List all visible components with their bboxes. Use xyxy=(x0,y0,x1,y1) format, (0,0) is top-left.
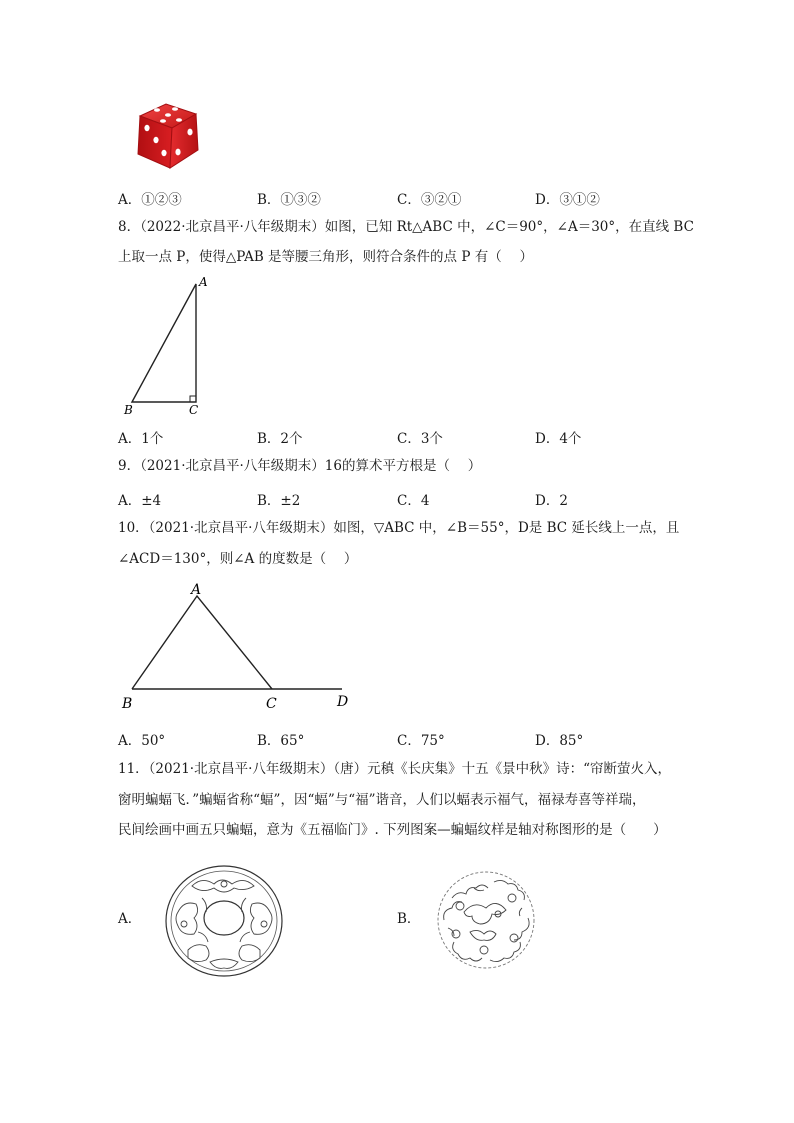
q10-option-a[interactable]: A．50° xyxy=(118,733,166,749)
q10-options xyxy=(118,729,678,747)
q10-label-c: C xyxy=(266,696,277,712)
q7-options xyxy=(118,188,678,206)
q8-options xyxy=(118,427,678,445)
q10-option-c[interactable]: C．75° xyxy=(397,733,445,749)
q8-label-c: C xyxy=(189,403,199,417)
q10-label-b: B xyxy=(122,696,133,712)
q9-option-c[interactable]: C．4 xyxy=(397,493,430,509)
q8-option-d[interactable]: D．4个 xyxy=(535,431,582,447)
dice-image xyxy=(132,100,204,172)
q9-options xyxy=(118,489,678,507)
q8-option-a[interactable]: A．1个 xyxy=(118,431,164,447)
q9-option-b[interactable]: B．±2 xyxy=(257,493,301,509)
q9-option-d[interactable]: D．2 xyxy=(535,493,568,509)
bat-cloud-pattern-icon xyxy=(434,868,538,972)
q9-text-line1: 9．（2021·北京昌平·八年级期末）16的算术平方根是（ ） xyxy=(118,458,482,474)
q11-option-a-label[interactable]: A． xyxy=(118,911,142,927)
q8-text-line1: 8．（2022·北京昌平·八年级期末）如图，已知 Rt△ABC 中，∠C＝90°，∠A＝30°，在直线 BC xyxy=(118,219,694,235)
bat-pattern-a-image[interactable] xyxy=(162,862,286,980)
q8-figure xyxy=(118,274,228,420)
q7-option-a[interactable]: A．①②③ xyxy=(118,192,182,208)
q10-label-d: D xyxy=(337,694,349,710)
q10-label-a: A xyxy=(191,582,202,598)
q10-figure xyxy=(118,578,358,714)
red-dice-icon xyxy=(132,100,204,172)
q11-option-b-label[interactable]: B． xyxy=(397,911,421,927)
q7-option-d[interactable]: D．③①② xyxy=(535,192,600,208)
q11-text-line3: 民间绘画中画五只蝙蝠，意为《五福临门》. 下列图案—蝙蝠纹样是轴对称图形的是（ ） xyxy=(118,822,667,838)
q8-text-line2: 上取一点 P，使得△PAB 是等腰三角形，则符合条件的点 P 有（ ） xyxy=(118,249,534,265)
q7-option-c[interactable]: C．③②① xyxy=(397,192,462,208)
q10-option-b[interactable]: B．65° xyxy=(257,733,305,749)
q8-label-a: A xyxy=(199,275,208,289)
bat-pattern-b-image[interactable] xyxy=(434,868,538,972)
bat-pattern-icon xyxy=(162,862,286,980)
q8-option-b[interactable]: B．2个 xyxy=(257,431,303,447)
q10-option-d[interactable]: D．85° xyxy=(535,733,584,749)
q10-text-line1: 10．（2021·北京昌平·八年级期末）如图，▽ABC 中，∠B＝55°，D是 BC 延长线上一点，且 xyxy=(118,520,680,536)
q10-text-line2: ∠ACD＝130°，则∠A 的度数是（ ） xyxy=(118,551,358,567)
q9-option-a[interactable]: A．±4 xyxy=(118,493,162,509)
q11-text-line1: 11．（2021·北京昌平·八年级期末）（唐）元稹《长庆集》十五《景中秋》诗：“帘断萤火入， xyxy=(118,761,672,777)
q8-option-c[interactable]: C．3个 xyxy=(397,431,443,447)
q11-text-line2: 窗明蝙蝠飞．”蝙蝠省称“蝠”，因“蝠”与“福”谐音，人们以蝠表示福气，福禄寿喜等祥瑞， xyxy=(118,792,646,808)
q7-option-b[interactable]: B．①③② xyxy=(257,192,321,208)
q8-label-b: B xyxy=(124,403,133,417)
